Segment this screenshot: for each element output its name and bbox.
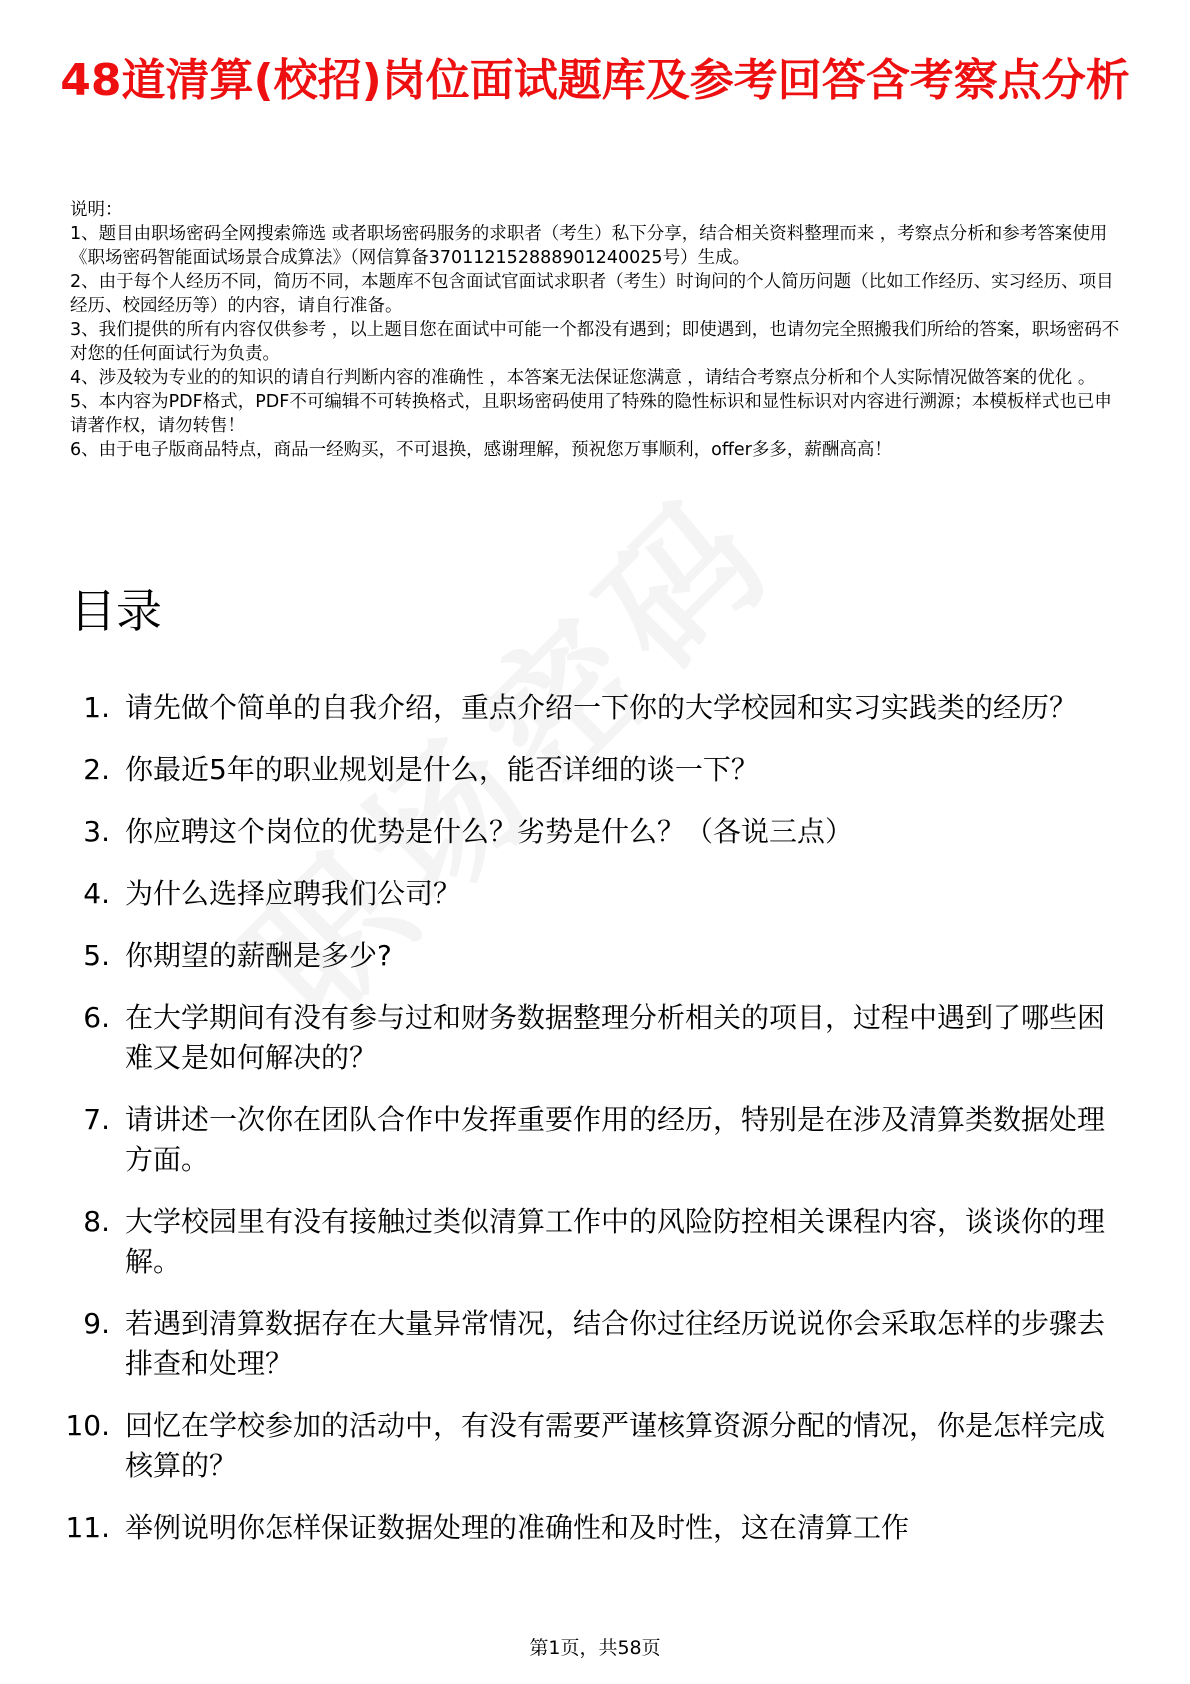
toc-list	[55, 688, 1120, 1570]
toc-item[interactable]	[55, 1406, 1120, 1486]
toc-item-number: 2.	[83, 753, 110, 786]
note-item: 1、题目由职场密码全网搜索筛选 或者职场密码服务的求职者（考生）私下分享，结合相关资料整理而来 ，考察点分析和参考答案使用《职场密码智能面试场景合成算法》（网信算备370112152888901240025号）生成。	[70, 224, 1108, 268]
note-item: 2、由于每个人经历不同，简历不同，本题库不包含面试官面试求职者（考生）时询问的个人简历问题（比如工作经历、实习经历、项目经历、校园经历等）的内容，请自行准备。	[70, 272, 1114, 316]
toc-item[interactable]	[55, 874, 1120, 914]
toc-item-text: 回忆在学校参加的活动中，有没有需要严谨核算资源分配的情况，你是怎样完成核算的？	[125, 1409, 1106, 1482]
page-footer: 第1页，共58页	[529, 1637, 661, 1659]
toc-item[interactable]	[55, 688, 1120, 728]
toc-item-number: 5.	[83, 939, 110, 972]
toc-item-number: 11.	[65, 1511, 110, 1544]
document-title: 48道清算(校招)岗位面试题库及参考回答含考察点分析	[60, 55, 1130, 106]
toc-item-text: 举例说明你怎样保证数据处理的准确性和及时性，这在清算工作	[125, 1511, 910, 1544]
toc-item-text: 在大学期间有没有参与过和财务数据整理分析相关的项目，过程中遇到了哪些困难又是如何解决的？	[125, 1001, 1106, 1074]
toc-item-text: 请讲述一次你在团队合作中发挥重要作用的经历，特别是在涉及清算类数据处理方面。	[125, 1103, 1106, 1176]
toc-item[interactable]	[55, 1508, 1120, 1548]
note-item: 5、本内容为PDF格式，PDF不可编辑不可转换格式，且职场密码使用了特殊的隐性标识和显性标识对内容进行溯源；本模板样式也已申请著作权，请勿转售！	[70, 392, 1112, 436]
note-item: 6、由于电子版商品特点，商品一经购买，不可退换，感谢理解，预祝您万事顺利，offer多多，薪酬高高！	[70, 440, 892, 460]
toc-item-text: 为什么选择应聘我们公司？	[125, 877, 462, 910]
toc-item[interactable]	[55, 1202, 1120, 1282]
toc-item-text: 你最近5年的职业规划是什么，能否详细的谈一下？	[125, 753, 759, 786]
toc-item[interactable]	[55, 750, 1120, 790]
toc-item-number: 8.	[83, 1205, 110, 1238]
toc-item[interactable]	[55, 936, 1120, 976]
toc-item-number: 7.	[83, 1103, 110, 1136]
toc-item-number: 1.	[83, 691, 110, 724]
toc-item[interactable]	[55, 812, 1120, 852]
note-item: 4、涉及较为专业的的知识的请自行判断内容的准确性 ，本答案无法保证您满意 ，请结合考察点分析和个人实际情况做答案的优化 。	[70, 368, 1096, 388]
toc-item-number: 3.	[83, 815, 110, 848]
notes-heading: 说明：	[70, 200, 123, 220]
toc-item-text: 若遇到清算数据存在大量异常情况，结合你过往经历说说你会采取怎样的步骤去排查和处理？	[125, 1307, 1106, 1380]
toc-item-text: 你期望的薪酬是多少?	[125, 939, 392, 972]
toc-item-text: 大学校园里有没有接触过类似清算工作中的风险防控相关课程内容，谈谈你的理解。	[125, 1205, 1106, 1278]
toc-item[interactable]	[55, 1100, 1120, 1180]
toc-item-number: 9.	[83, 1307, 110, 1340]
toc-item-text: 你应聘这个岗位的优势是什么？劣势是什么？（各说三点）	[125, 815, 854, 848]
note-item: 3、我们提供的所有内容仅供参考 ，以上题目您在面试中可能一个都没有遇到；即使遇到，也请勿完全照搬我们所给的答案，职场密码不对您的任何面试行为负责。	[70, 320, 1120, 364]
toc-heading: 目录	[70, 584, 162, 638]
toc-item[interactable]	[55, 998, 1120, 1078]
notes-section	[70, 198, 1120, 462]
toc-item-number: 6.	[83, 1001, 110, 1034]
toc-item[interactable]	[55, 1304, 1120, 1384]
toc-item-text: 请先做个简单的自我介绍，重点介绍一下你的大学校园和实习实践类的经历？	[125, 691, 1078, 724]
toc-item-number: 4.	[83, 877, 110, 910]
toc-item-number: 10.	[65, 1409, 110, 1442]
